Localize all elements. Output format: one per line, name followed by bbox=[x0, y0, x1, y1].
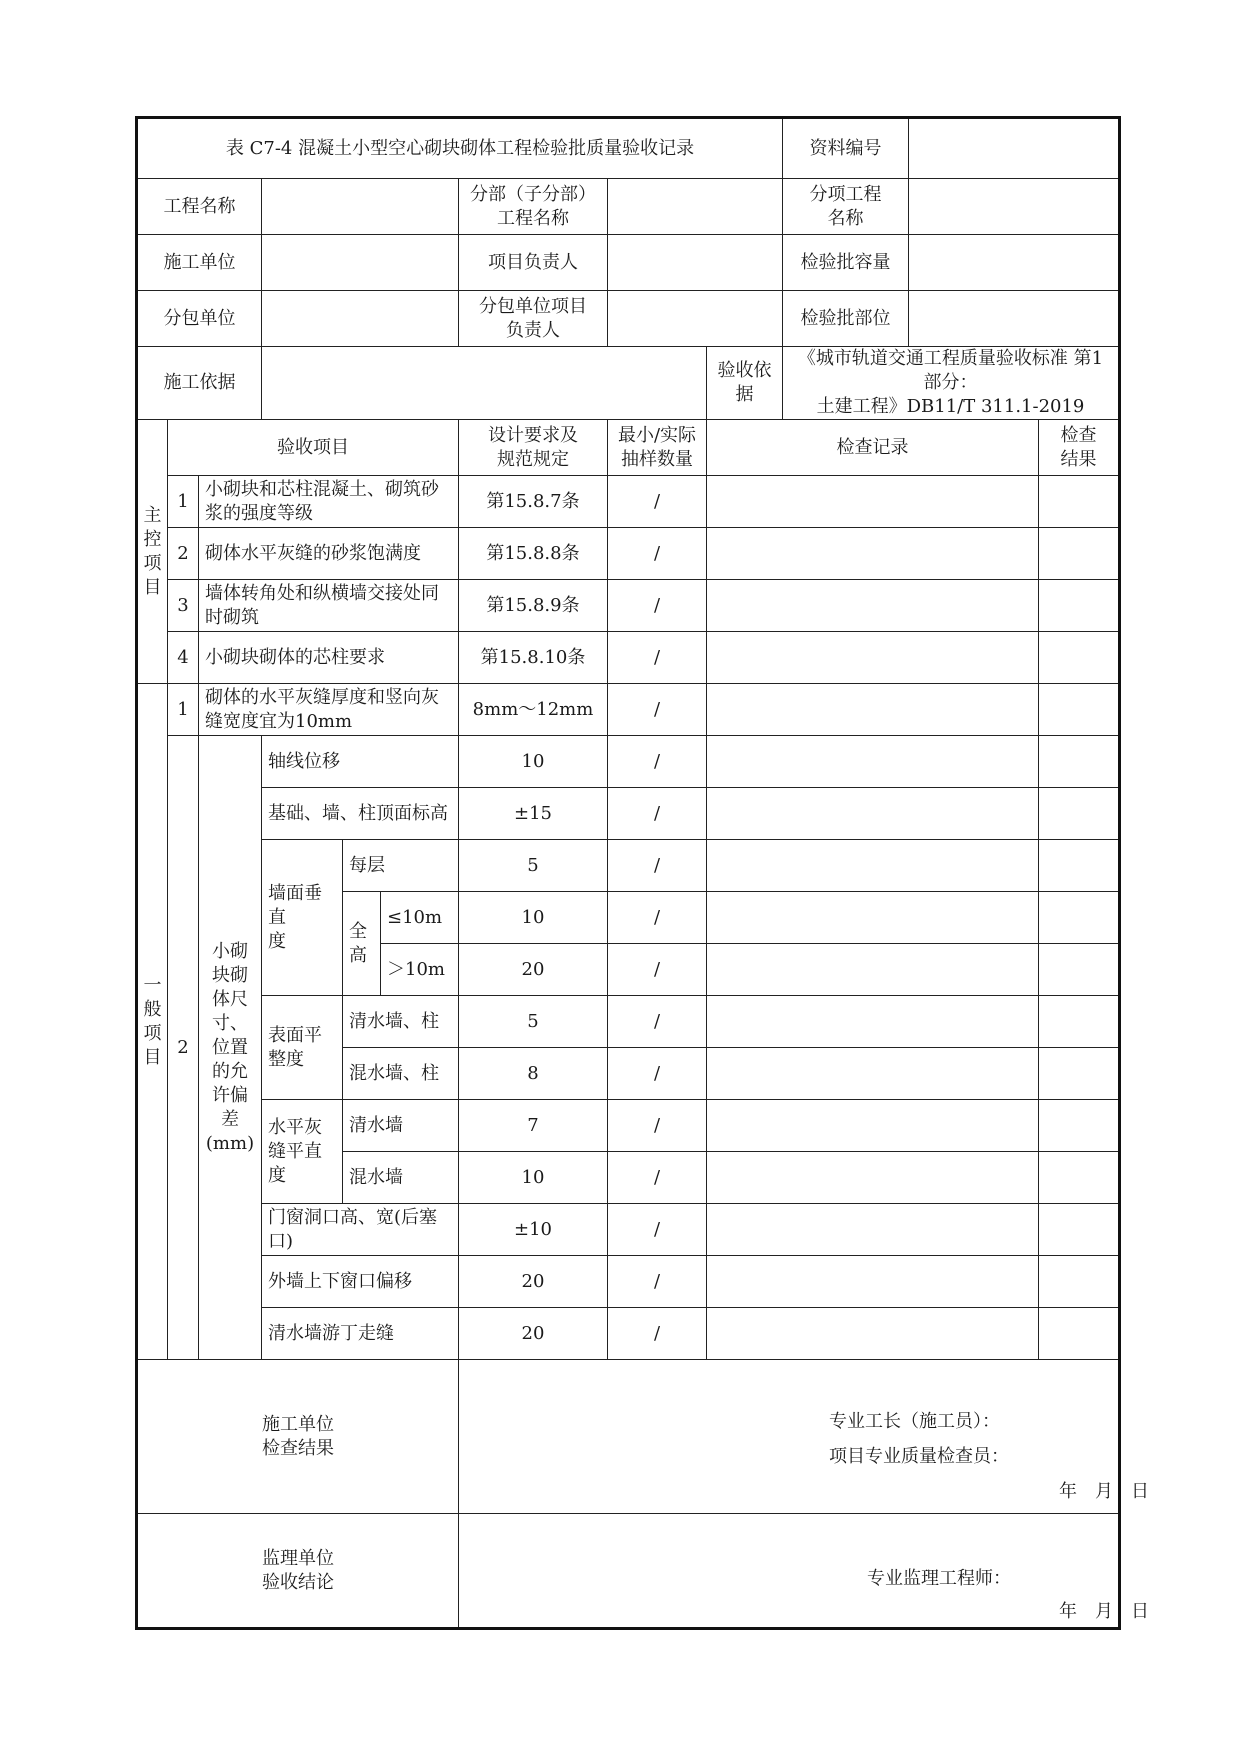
result-field[interactable] bbox=[1039, 840, 1120, 892]
result-field[interactable] bbox=[1039, 1048, 1120, 1100]
table-row bbox=[137, 1308, 1120, 1360]
item-description: 砌体水平灰缝的砂浆饱满度 bbox=[199, 528, 459, 580]
record-field[interactable] bbox=[707, 1048, 1039, 1100]
sample-count: / bbox=[608, 736, 707, 788]
record-field[interactable] bbox=[707, 1152, 1039, 1204]
sample-count: / bbox=[608, 1100, 707, 1152]
date-label: 年 月 日 bbox=[1059, 1601, 1149, 1622]
col-header-requirement: 设计要求及 规范规定 bbox=[459, 420, 608, 476]
supervisor-signature-area[interactable] bbox=[459, 1514, 1149, 1629]
sample-count: / bbox=[608, 996, 707, 1048]
form-title: 表 C7-4 混凝土小型空心砌块砌体工程检验批质量验收记录 bbox=[137, 118, 783, 179]
requirement-value: 第15.8.9条 bbox=[459, 580, 608, 632]
project-name-label: 工程名称 bbox=[137, 179, 262, 235]
doc-no-field[interactable] bbox=[909, 118, 1120, 179]
table-row bbox=[137, 1256, 1120, 1308]
result-field[interactable] bbox=[1039, 528, 1120, 580]
contractor-signature-area[interactable] bbox=[459, 1360, 1149, 1514]
requirement-value: 第15.8.7条 bbox=[459, 476, 608, 528]
record-field[interactable] bbox=[707, 996, 1039, 1048]
record-field[interactable] bbox=[707, 1100, 1039, 1152]
record-field[interactable] bbox=[707, 892, 1039, 944]
batch-location-label: 检验批部位 bbox=[783, 291, 909, 347]
table-row bbox=[137, 476, 1120, 528]
pm-field[interactable] bbox=[608, 235, 783, 291]
result-field[interactable] bbox=[1039, 1256, 1120, 1308]
date-label: 年 月 日 bbox=[1059, 1481, 1149, 1502]
sample-count: / bbox=[608, 1204, 707, 1256]
contractor-check-label: 施工单位 检查结果 bbox=[137, 1360, 459, 1514]
item-description: 外墙上下窗口偏移 bbox=[262, 1256, 459, 1308]
requirement-value: 8 bbox=[459, 1048, 608, 1100]
item-description: 清水墙游丁走缝 bbox=[262, 1308, 459, 1360]
item-description: 混水墙、柱 bbox=[343, 1048, 459, 1100]
record-field[interactable] bbox=[707, 736, 1039, 788]
result-field[interactable] bbox=[1039, 944, 1120, 996]
item-description: 每层 bbox=[343, 840, 459, 892]
requirement-value: 第15.8.8条 bbox=[459, 528, 608, 580]
result-field[interactable] bbox=[1039, 1100, 1120, 1152]
sample-count: / bbox=[608, 632, 707, 684]
sample-count: / bbox=[608, 1152, 707, 1204]
doc-no-label: 资料编号 bbox=[783, 118, 909, 179]
col-header-result: 检查 结果 bbox=[1039, 420, 1120, 476]
record-field[interactable] bbox=[707, 840, 1039, 892]
table-row bbox=[137, 528, 1120, 580]
qc-inspector-label: 项目专业质量检查员： bbox=[829, 1446, 1009, 1467]
result-field[interactable] bbox=[1039, 1308, 1120, 1360]
table-row bbox=[137, 632, 1120, 684]
record-field[interactable] bbox=[707, 1204, 1039, 1256]
supervising-engineer-label: 专业监理工程师： bbox=[867, 1568, 1011, 1589]
table-row bbox=[137, 840, 1120, 892]
requirement-value: ±15 bbox=[459, 788, 608, 840]
joint-straightness-label: 水平灰 缝平直 度 bbox=[262, 1100, 343, 1204]
construction-basis-field[interactable] bbox=[262, 347, 707, 420]
sample-count: / bbox=[608, 1256, 707, 1308]
sample-count: / bbox=[608, 1048, 707, 1100]
contractor-label: 施工单位 bbox=[137, 235, 262, 291]
foreman-label: 专业工长（施工员）： bbox=[829, 1411, 1000, 1432]
table-row bbox=[137, 1100, 1120, 1152]
requirement-value: 10 bbox=[459, 1152, 608, 1204]
acceptance-basis-label: 验收依据 bbox=[707, 347, 783, 420]
sample-count: / bbox=[608, 944, 707, 996]
record-field[interactable] bbox=[707, 580, 1039, 632]
requirement-value: 8mm～12mm bbox=[459, 684, 608, 736]
requirement-value: 20 bbox=[459, 1308, 608, 1360]
flatness-label: 表面平 整度 bbox=[262, 996, 343, 1100]
table-row bbox=[137, 788, 1120, 840]
batch-capacity-field[interactable] bbox=[909, 235, 1120, 291]
item-description: ≤10m bbox=[381, 892, 459, 944]
subdivision-label: 分部（子分部） 工程名称 bbox=[459, 179, 608, 235]
requirement-value: 5 bbox=[459, 840, 608, 892]
requirement-value: 第15.8.10条 bbox=[459, 632, 608, 684]
table-row bbox=[137, 996, 1120, 1048]
requirement-value: 20 bbox=[459, 1256, 608, 1308]
item-description: 基础、墙、柱顶面标高 bbox=[262, 788, 459, 840]
item-name-field[interactable] bbox=[909, 179, 1120, 235]
record-field[interactable] bbox=[707, 632, 1039, 684]
col-header-record: 检查记录 bbox=[707, 420, 1039, 476]
subcontractor-field[interactable] bbox=[262, 291, 459, 347]
table-row bbox=[137, 580, 1120, 632]
record-field[interactable] bbox=[707, 944, 1039, 996]
record-field[interactable] bbox=[707, 684, 1039, 736]
item-description: 混水墙 bbox=[343, 1152, 459, 1204]
row-number: 4 bbox=[168, 632, 199, 684]
pm-label: 项目负责人 bbox=[459, 235, 608, 291]
result-field[interactable] bbox=[1039, 736, 1120, 788]
batch-capacity-label: 检验批容量 bbox=[783, 235, 909, 291]
sample-count: / bbox=[608, 476, 707, 528]
requirement-value: 10 bbox=[459, 736, 608, 788]
item-description: 小砌块砌体的芯柱要求 bbox=[199, 632, 459, 684]
sub-pm-label: 分包单位项目 负责人 bbox=[459, 291, 608, 347]
project-name-field[interactable] bbox=[262, 179, 459, 235]
result-field[interactable] bbox=[1039, 788, 1120, 840]
item-name-label: 分项工程 名称 bbox=[783, 179, 909, 235]
col-header-item: 验收项目 bbox=[168, 420, 459, 476]
item-description: 清水墙、柱 bbox=[343, 996, 459, 1048]
result-field[interactable] bbox=[1039, 476, 1120, 528]
general-items-section-label: 一 般 项 目 bbox=[137, 684, 168, 1360]
record-field[interactable] bbox=[707, 788, 1039, 840]
record-field[interactable] bbox=[707, 476, 1039, 528]
sample-count: / bbox=[608, 840, 707, 892]
sample-count: / bbox=[608, 788, 707, 840]
row-number: 2 bbox=[168, 528, 199, 580]
main-items-section-label: 主 控 项 目 bbox=[137, 420, 168, 684]
row-number: 2 bbox=[168, 736, 199, 1360]
table-row bbox=[137, 1204, 1120, 1256]
record-field[interactable] bbox=[707, 1256, 1039, 1308]
item-description: ＞10m bbox=[381, 944, 459, 996]
item-description: 轴线位移 bbox=[262, 736, 459, 788]
batch-location-field[interactable] bbox=[909, 291, 1120, 347]
row-number: 1 bbox=[168, 476, 199, 528]
full-height-label: 全 高 bbox=[343, 892, 381, 996]
result-field[interactable] bbox=[1039, 892, 1120, 944]
record-field[interactable] bbox=[707, 1308, 1039, 1360]
result-field[interactable] bbox=[1039, 632, 1120, 684]
item-description: 墙体转角处和纵横墙交接处同时砌筑 bbox=[199, 580, 459, 632]
sample-count: / bbox=[608, 580, 707, 632]
row-number: 1 bbox=[168, 684, 199, 736]
sample-count: / bbox=[608, 892, 707, 944]
deviation-group-label: 小砌 块砌 体尺 寸、 位置 的允 许偏 差 (mm) bbox=[199, 736, 262, 1360]
row-number: 3 bbox=[168, 580, 199, 632]
inspection-record-table bbox=[135, 116, 1149, 1630]
item-description: 清水墙 bbox=[343, 1100, 459, 1152]
table-row bbox=[137, 736, 1120, 788]
result-field[interactable] bbox=[1039, 580, 1120, 632]
sub-pm-field[interactable] bbox=[608, 291, 783, 347]
sample-count: / bbox=[608, 1308, 707, 1360]
supervisor-conclusion-label: 监理单位 验收结论 bbox=[137, 1514, 459, 1629]
col-header-sample: 最小/实际 抽样数量 bbox=[608, 420, 707, 476]
table-row bbox=[137, 684, 1120, 736]
construction-basis-label: 施工依据 bbox=[137, 347, 262, 420]
sample-count: / bbox=[608, 684, 707, 736]
item-description: 门窗洞口高、宽(后塞口) bbox=[262, 1204, 459, 1256]
item-description: 砌体的水平灰缝厚度和竖向灰缝宽度宜为10mm bbox=[199, 684, 459, 736]
sample-count: / bbox=[608, 528, 707, 580]
result-field[interactable] bbox=[1039, 1152, 1120, 1204]
contractor-field[interactable] bbox=[262, 235, 459, 291]
acceptance-basis-value: 《城市轨道交通工程质量验收标准 第1部分： 土建工程》DB11/T 311.1-2019 bbox=[783, 347, 1120, 420]
requirement-value: ±10 bbox=[459, 1204, 608, 1256]
subcontractor-label: 分包单位 bbox=[137, 291, 262, 347]
verticality-label: 墙面垂 直 度 bbox=[262, 840, 343, 996]
item-description: 小砌块和芯柱混凝土、砌筑砂浆的强度等级 bbox=[199, 476, 459, 528]
result-field[interactable] bbox=[1039, 684, 1120, 736]
requirement-value: 7 bbox=[459, 1100, 608, 1152]
result-field[interactable] bbox=[1039, 1204, 1120, 1256]
subdivision-field[interactable] bbox=[608, 179, 783, 235]
requirement-value: 10 bbox=[459, 892, 608, 944]
record-field[interactable] bbox=[707, 528, 1039, 580]
result-field[interactable] bbox=[1039, 996, 1120, 1048]
requirement-value: 5 bbox=[459, 996, 608, 1048]
requirement-value: 20 bbox=[459, 944, 608, 996]
